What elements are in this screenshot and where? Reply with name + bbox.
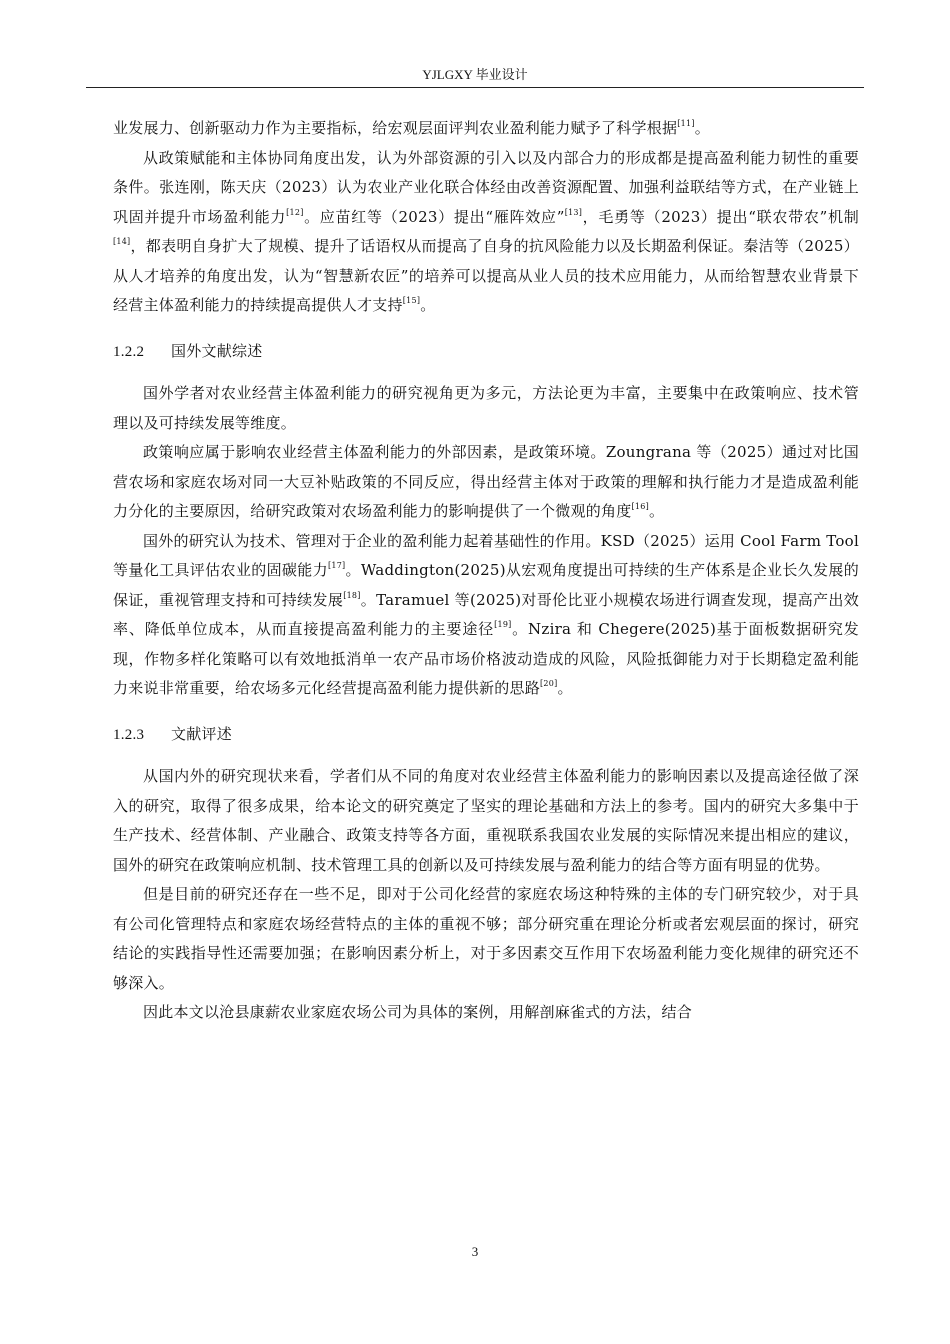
paragraph-policy-empowerment xyxy=(113,144,859,321)
citation-ref: [17] xyxy=(328,561,346,570)
paragraph-text: 业发展力、创新驱动力作为主要指标，给宏观层面评判农业盈利能力赋予了科学根据 xyxy=(113,119,678,137)
citation-ref: [16] xyxy=(631,502,649,511)
paragraph-text: 政策响应属于影响农业经营主体盈利能力的外部因素，是政策环境。Zoungrana 等（2025）通过对比国营农场和家庭农场对同一大豆补贴政策的不同反应，得出经营主体对于政策的理解和执行能力才是造成盈利能力分化的主要原因，给研究政策对农场盈利能力的影响提供了一个微观的角度 xyxy=(113,443,859,520)
paragraph-research-status xyxy=(113,762,859,880)
section-number: 1.2.3 xyxy=(113,726,145,743)
citation-ref: [12] xyxy=(286,207,304,217)
citation-ref: [18] xyxy=(343,590,361,600)
paragraph-foreign-overview xyxy=(113,379,859,438)
section-heading-1-2-2 xyxy=(113,337,859,368)
paragraph-case-intro xyxy=(113,998,859,1028)
paragraph-text: 。Taramuel 等(2025)对哥伦比亚小规模农场进行调查发现，提高产出效率、降低单位成本，从而直接提高盈利能力的主要途径 xyxy=(113,590,859,638)
paragraph-text: 。 xyxy=(694,119,710,137)
paragraph-text: 。Nzira 和 Chegere(2025)基于面板数据研究发现，作物多样化策略可以有效地抵消单一农产品市场价格波动造成的风险，风险抵御能力对于长期稳定盈利能力来说非常重要，给农场多元化经营提高盈利能力提供新的思路 xyxy=(113,620,859,697)
section-number: 1.2.2 xyxy=(113,343,145,360)
section-heading-1-2-3 xyxy=(113,720,859,751)
paragraph-text: 。应苗红等（2023）提出“雁阵效应” xyxy=(303,207,565,226)
citation-ref: [19] xyxy=(494,620,512,629)
page-number: 3 xyxy=(471,1244,479,1259)
paragraph-research-gaps xyxy=(113,880,859,998)
paragraph-text: 。 xyxy=(557,679,573,697)
paragraph-text: 但是目前的研究还存在一些不足，即对于公司化经营的家庭农场这种特殊的主体的专门研究较少，对于具有公司化管理特点和家庭农场经营特点的主体的重视不够；部分研究重在理论分析或者宏观层面的探讨，研究结论的实践指导性还需要加强；在影响因素分析上，对于多因素交互作用下农场盈利能力变化规律的研究还不够深入。 xyxy=(113,885,859,992)
paragraph-text: 从国内外的研究现状来看，学者们从不同的角度对农业经营主体盈利能力的影响因素以及提高途径做了深入的研究，取得了很多成果，给本论文的研究奠定了坚实的理论基础和方法上的参考。国内的研究大多集中于生产技术、经营体制、产业融合、政策支持等各方面，重视联系我国农业发展的实际情况来提出相应的建议，国外的研究在政策响应机制、技术管理工具的创新以及可持续发展与盈利能力的结合等方面有明显的优势。 xyxy=(113,767,859,874)
paragraph-text: 国外学者对农业经营主体盈利能力的研究视角更为多元，方法论更为丰富，主要集中在政策响应、技术管理以及可持续发展等维度。 xyxy=(113,384,859,432)
header-divider xyxy=(86,87,864,88)
citation-ref: [14] xyxy=(113,237,131,246)
paragraph-text: ，毛勇等（2023）提出“联农带农”机制 xyxy=(582,207,859,226)
paragraph-text: ，都表明自身扩大了规模、提升了话语权从而提高了自身的抗风险能力以及长期盈利保证。秦洁等（2025）从人才培养的角度出发，认为“智慧新农匠”的培养可以提高从业人员的技术应用能力，从而给智慧农业背景下经营主体盈利能力的持续提高提供人才支持 xyxy=(113,237,859,314)
citation-ref: [13] xyxy=(564,207,583,217)
citation-ref: [15] xyxy=(402,296,421,305)
citation-ref: [20] xyxy=(540,679,558,688)
paragraph-text: 从政策赋能和主体协同角度出发，认为外部资源的引入以及内部合力的形成都是提高盈利能力韧性的重要条件。张连刚，陈天庆（2023）认为农业产业化联合体经由改善资源配置、加强利益联结等方式，在产业链上巩固并提升市场盈利能力 xyxy=(113,148,859,226)
paragraph-text: 因此本文以沧县康薪农业家庭农场公司为具体的案例，用解剖麻雀式的方法，结合 xyxy=(143,1003,693,1021)
paragraph-continuation xyxy=(113,114,859,144)
paragraph-technology-management xyxy=(113,527,859,704)
paragraph-text: 国外的研究认为技术、管理对于企业的盈利能力起着基础性的作用。KSD（2025）运用 Cool Farm Tool 等量化工具评估农业的固碳能力 xyxy=(113,531,859,579)
paragraph-text: 。 xyxy=(648,502,665,520)
section-title: 国外文献综述 xyxy=(171,342,263,360)
document-body xyxy=(113,114,859,1028)
page-header: YJLGXY 毕业设计 xyxy=(422,67,528,82)
section-title: 文献评述 xyxy=(171,725,233,743)
paragraph-policy-response xyxy=(113,438,859,527)
paragraph-text: 。Waddington(2025)从宏观角度提出可持续的生产体系是企业长久发展的保证，重视管理支持和可持续发展 xyxy=(113,561,859,609)
citation-ref: [11] xyxy=(677,119,695,128)
paragraph-text: 。 xyxy=(420,296,436,314)
